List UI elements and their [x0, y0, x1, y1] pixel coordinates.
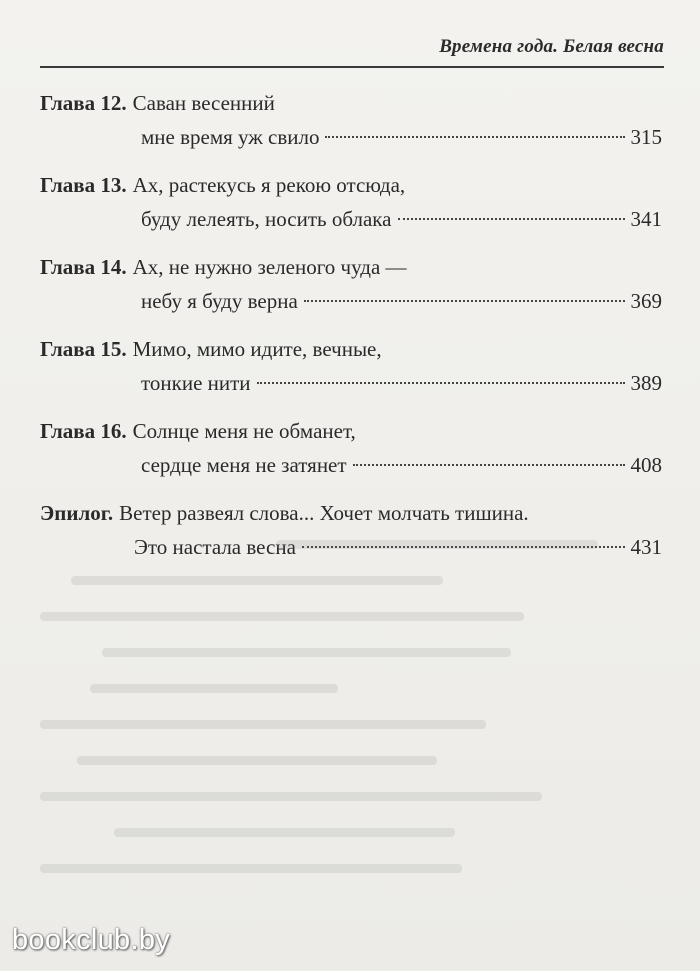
table-of-contents	[40, 86, 662, 578]
watermark-logo: bookclub.by	[12, 924, 171, 956]
dot-leader	[325, 136, 624, 138]
toc-entry-heading	[40, 250, 662, 284]
toc-entry	[40, 332, 662, 400]
toc-entry-line2	[40, 448, 662, 482]
toc-entry-page-number: 369	[630, 289, 662, 313]
toc-entry-title-line2: буду лелеять, носить облака	[141, 207, 392, 231]
toc-entry-title-line1: Ветер развеял слова... Хочет молчать тишина.	[119, 501, 529, 525]
dot-leader	[257, 382, 625, 384]
toc-entry-page-number: 408	[630, 453, 662, 477]
toc-entry-heading	[40, 168, 662, 202]
toc-entry-title-line2: мне время уж свило	[141, 125, 320, 149]
toc-entry-page-number: 389	[630, 371, 662, 395]
toc-entry-page-number: 315	[630, 125, 662, 149]
toc-entry-line2	[40, 366, 662, 400]
toc-entry-label: Глава 12.	[40, 91, 127, 115]
toc-entry-heading	[40, 86, 662, 120]
toc-entry-line2	[40, 284, 662, 318]
toc-entry-label: Глава 14.	[40, 255, 127, 279]
toc-entry	[40, 86, 662, 154]
toc-entry-title-line2: небу я буду верна	[141, 289, 298, 313]
toc-entry-title-line2: сердце меня не затянет	[141, 453, 347, 477]
toc-entry-title-line1: Ах, не нужно зеленого чуда —	[132, 255, 407, 279]
toc-entry-label: Глава 15.	[40, 337, 127, 361]
toc-entry-title-line1: Солнце меня не обманет,	[132, 419, 356, 443]
toc-entry-page-number: 431	[630, 535, 662, 559]
toc-entry-label: Глава 13.	[40, 173, 127, 197]
toc-entry	[40, 414, 662, 482]
dot-leader	[398, 218, 625, 220]
toc-entry-line2	[40, 120, 662, 154]
dot-leader	[353, 464, 625, 466]
toc-entry-title-line2: Это настала весна	[134, 535, 296, 559]
toc-entry-heading	[40, 332, 662, 366]
toc-entry-heading	[40, 496, 662, 530]
bleed-through-texture	[40, 540, 660, 920]
toc-entry	[40, 168, 662, 236]
toc-entry-title-line1: Мимо, мимо идите, вечные,	[132, 337, 382, 361]
toc-entry-label: Эпилог.	[40, 501, 114, 525]
toc-entry-title-line1: Ах, растекусь я рекою отсюда,	[132, 173, 406, 197]
running-header-title: Времена года. Белая весна	[439, 36, 664, 57]
toc-entry-label: Глава 16.	[40, 419, 127, 443]
dot-leader	[304, 300, 625, 302]
toc-entry-page-number: 341	[630, 207, 662, 231]
toc-entry-title-line1: Саван весенний	[132, 91, 275, 115]
toc-entry	[40, 250, 662, 318]
toc-entry-line2	[40, 202, 662, 236]
toc-entry-heading	[40, 414, 662, 448]
header-rule	[40, 66, 664, 68]
toc-entry-title-line2: тонкие нити	[141, 371, 251, 395]
